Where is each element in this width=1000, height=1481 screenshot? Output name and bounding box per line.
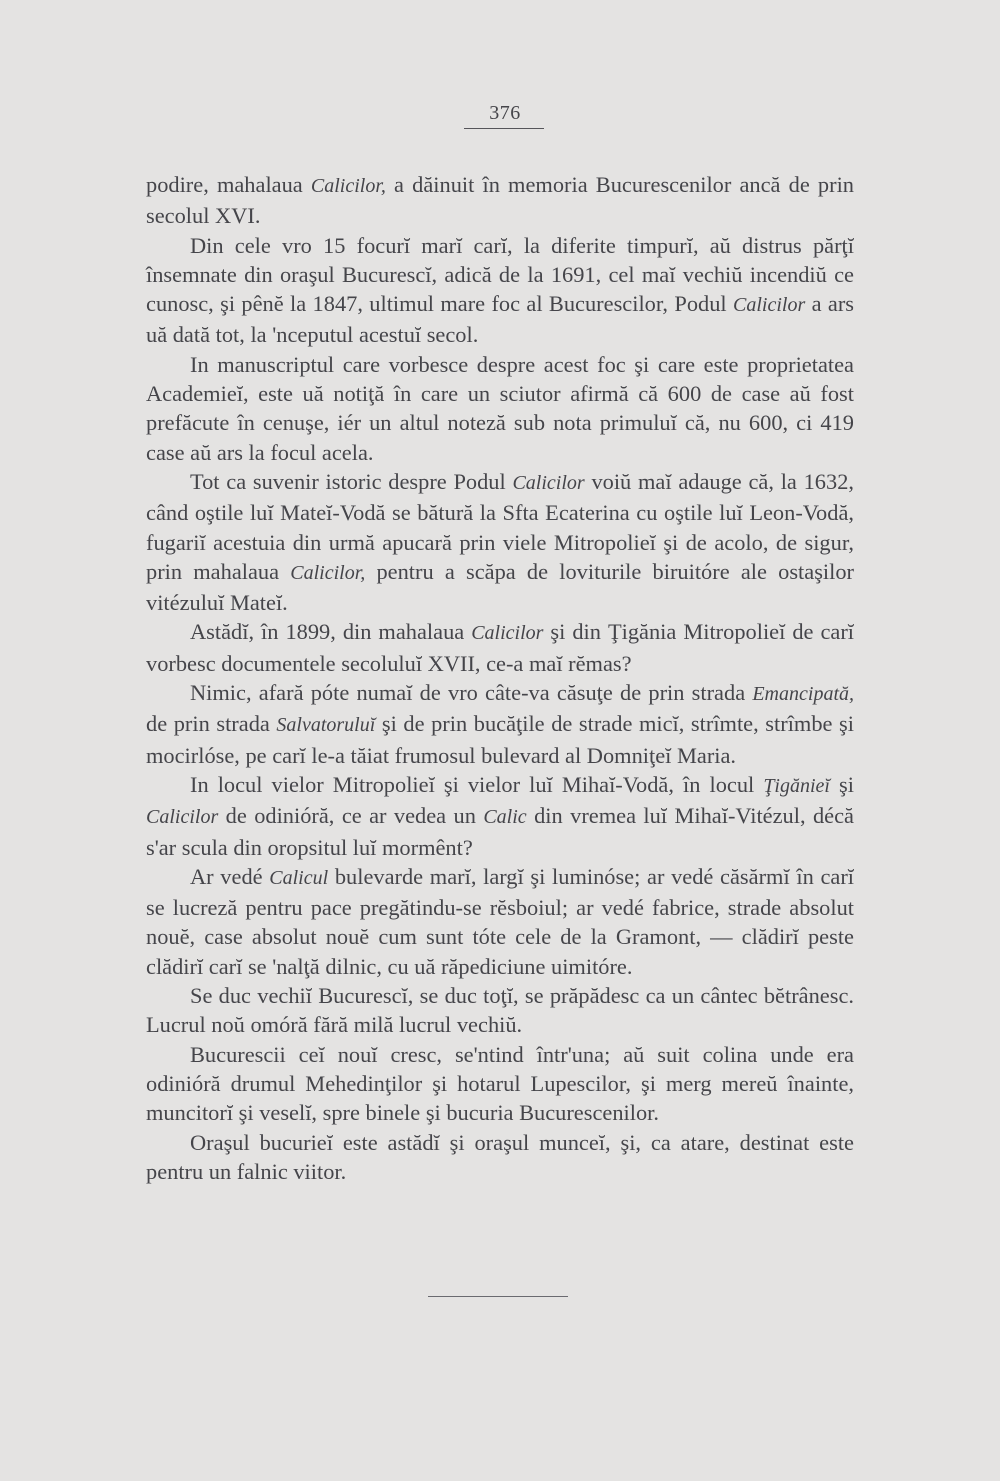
italic-term: Calicilor — [146, 806, 219, 829]
text-run: bulevarde marĭ, largĭ şi luminóse; ar vedé căsărmĭ în carĭ se lucreză pentru pace pregătindu-se rĕsboiul; ar vedé fabrice, strade absolut nouĕ, case absolut nouĕ cum sunt tóte cele de la Gramont, — clădirĭ peste clădirĭ carĭ se 'nalţă dilnic, cu uă răpediciune uimitóre. — [146, 863, 854, 979]
text-run: pentru a scăpa de loviturile biruitóre ale ostaşilor vitézuluĭ Mateĭ. — [146, 558, 854, 616]
text-run: şi — [829, 771, 854, 797]
italic-term: Calicilor — [733, 294, 806, 317]
paragraph — [146, 678, 854, 770]
text-run: a ars uă dată tot, la 'nceputul acestuĭ secol. — [146, 291, 854, 348]
paragraph — [146, 770, 854, 862]
body-text — [146, 170, 854, 1186]
text-run: Nimic, afară póte numaĭ de vro câte-va căsuţe de prin strada — [190, 680, 753, 706]
paragraph — [146, 467, 854, 617]
text-run: Oraşul bucurieĭ este astădĭ şi oraşul munceĭ, şi, ca atare, destinat este pentru un falnic viitor. — [146, 1129, 854, 1184]
end-rule — [428, 1296, 568, 1297]
paragraph — [146, 231, 854, 350]
paragraph — [146, 1128, 854, 1187]
italic-term: Ţigănieĭ — [763, 774, 830, 797]
text-run: şi din Ţigănia Mitropolieĭ de carĭ vorbesc documentele secoluluĭ XVII, ce-a maĭ rĕmas? — [146, 619, 854, 676]
italic-term: Calicilor — [471, 622, 544, 645]
text-run: Din cele vro 15 focurĭ marĭ carĭ, la diferite timpurĭ, aŭ distrus părţĭ însemnate din oraşul Bucurescĭ, adică de la 1691, cel maĭ vechiŭ incendiŭ ce cunosc, şi pênĕ la 1847, ultimul mare foc al Bucurescilor, Podul — [146, 232, 854, 317]
paragraph — [146, 350, 854, 467]
italic-term: Emancipată, — [752, 683, 854, 706]
text-run: voiŭ maĭ adauge că, la 1632, când oştile luĭ Mateĭ-Vodă se bătură la Sfta Ecaterina cu oştile luĭ Leon-Vodă, fugariĭ acestuia din urmă apucară prin viele Mitropolieĭ şi de acolo, de sigur, prin mahalaua — [146, 468, 854, 584]
text-run: din vremea luĭ Mihaĭ-Vitézul, décă s'ar scula din oropsitul luĭ mormênt? — [146, 803, 854, 860]
text-run: de odinióră, ce ar vedea un — [218, 803, 484, 829]
italic-term: Calicilor, — [290, 561, 366, 584]
text-run: In locul vielor Mitropolieĭ şi vielor luĭ Mihaĭ-Vodă, în locul — [190, 771, 764, 797]
paragraph — [146, 170, 854, 231]
text-run: de prin strada — [146, 711, 277, 737]
page-number: 376 — [489, 102, 521, 124]
paragraph — [146, 981, 854, 1040]
text-run: Bucurescii ceĭ nouĭ cresc, se'ntind într'una; aŭ suit colina unde era odinióră drumul Mehedinţilor şi hotarul Lupescilor, şi merg mereŭ înainte, muncitorĭ şi veselĭ, spre binele şi bucuria Bucurescenilor. — [146, 1041, 854, 1126]
italic-term: Salvatoruluĭ — [276, 714, 376, 737]
paragraph — [146, 1040, 854, 1128]
text-run: Se duc vechiĭ Bucurescĭ, se duc toţĭ, se prăpădesc ca un cântec bĕtrânesc. Lucrul noŭ omóră fără milă lucrul vechiŭ. — [146, 983, 854, 1038]
paragraph — [146, 862, 854, 981]
text-run: Astădĭ, în 1899, din mahalaua — [190, 619, 472, 645]
text-run: In manuscriptul care vorbesce despre acest foc şi care este proprietatea Academieĭ, este uă notiţă în care un sciutor afirmă că 600 de case aŭ fost prefăcute în cenuşe, iér un altul noteză sub nota primuluĭ că, nu 600, ci 419 case aŭ ars la focul acela. — [146, 351, 854, 465]
italic-term: Calic — [483, 806, 527, 829]
text-run: Tot ca suvenir istoric despre Podul — [190, 468, 513, 494]
text-run: podire, mahalaua — [146, 172, 311, 197]
text-run: a dăinuit în memoria Bucurescenilor ancă de prin secolul XVI. — [146, 172, 854, 229]
italic-term: Calicul — [269, 866, 329, 889]
paragraph — [146, 617, 854, 678]
page-number-rule — [464, 128, 544, 129]
italic-term: Calicilor, — [310, 175, 386, 197]
italic-term: Calicilor — [512, 471, 585, 494]
text-run: Ar vedé — [190, 863, 270, 889]
text-run: şi de prin bucăţile de strade micĭ, strîmte, strîmbe şi mocirlóse, pe carĭ le-a tăiat frumosul bulevard al Domniţeĭ Maria. — [146, 711, 854, 768]
